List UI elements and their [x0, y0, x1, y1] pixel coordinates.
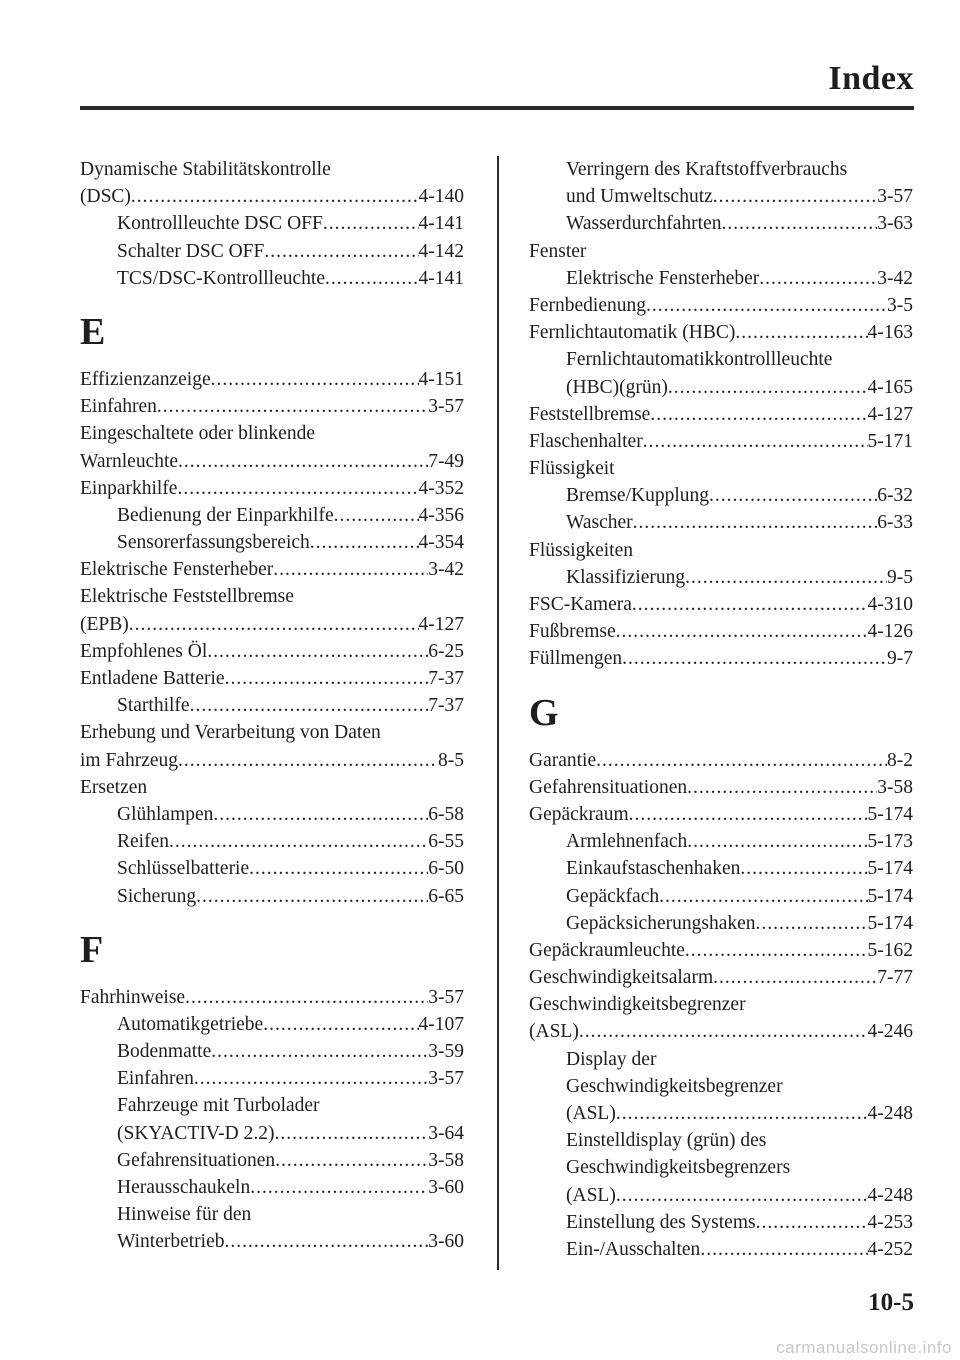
index-entry [80, 1038, 464, 1065]
entry-page-ref: 3-63 [877, 213, 913, 235]
entry-label: Einkaufstaschenhaken [566, 858, 741, 880]
index-entry [80, 692, 464, 719]
watermark: carmanualsonline.info [776, 1338, 952, 1357]
entry-label: Gepäckfach [566, 885, 660, 907]
index-entry [529, 1182, 913, 1209]
entry-label: Gepäckraumleuchte [529, 939, 685, 961]
index-entry [80, 611, 464, 638]
index-heading [80, 774, 464, 801]
entry-page-ref: 4-253 [867, 1211, 913, 1233]
entry-label: im Fahrzeug [80, 749, 179, 771]
entry-label: Gepäckraum [529, 803, 629, 825]
entry-label: Display der [566, 1048, 657, 1070]
index-entry [529, 801, 913, 828]
dot-leader [185, 984, 428, 1011]
dot-leader [334, 502, 419, 529]
dot-leader [713, 964, 877, 991]
entry-page-ref: 3-57 [428, 396, 464, 418]
entry-label: Schalter DSC OFF [117, 240, 265, 262]
index-heading [80, 420, 464, 447]
entry-page-ref: 3-60 [428, 1231, 464, 1253]
entry-label: Einfahren [80, 396, 157, 418]
entry-page-ref: 3-64 [428, 1122, 464, 1144]
entry-page-ref: 3-57 [877, 186, 913, 208]
entry-page-ref: 5-174 [867, 858, 913, 880]
dot-leader [629, 801, 868, 828]
entry-page-ref: 4-248 [867, 1103, 913, 1124]
column-divider [497, 156, 499, 1270]
dot-leader [643, 428, 868, 455]
entry-page-ref: 3-60 [428, 1177, 464, 1198]
dot-leader [207, 638, 428, 665]
index-entry [529, 210, 913, 237]
dot-leader [632, 591, 868, 618]
entry-label: Fußbremse [529, 621, 616, 643]
entry-label: Empfohlenes Öl [80, 640, 208, 662]
entry-label: Kontrollleuchte DSC OFF [117, 213, 323, 235]
entry-page-ref: 3-59 [428, 1041, 464, 1063]
dot-leader [273, 556, 428, 583]
entry-label: Flaschenhalter [529, 430, 643, 452]
index-entry [529, 319, 913, 346]
index-entry [80, 1065, 464, 1092]
dot-leader [211, 366, 419, 393]
index-letter-heading: F [80, 928, 104, 971]
index-heading [529, 991, 913, 1018]
index-entry [529, 964, 913, 991]
index-entry [80, 828, 464, 855]
index-entry [80, 529, 464, 556]
index-entry [80, 448, 464, 475]
index-entry [529, 1209, 913, 1236]
entry-label: (ASL) [566, 1103, 616, 1124]
index-entry [529, 774, 913, 801]
entry-page-ref: 4-310 [867, 594, 913, 615]
entry-label: Herausschaukeln [117, 1177, 251, 1198]
dot-leader [274, 1120, 428, 1147]
header-rule [80, 106, 914, 110]
index-entry [529, 910, 913, 937]
dot-leader [646, 292, 887, 319]
dot-leader [131, 183, 419, 210]
dot-leader [325, 265, 419, 292]
entry-page-ref: 5-174 [867, 885, 913, 907]
dot-leader [622, 645, 887, 672]
index-heading [529, 1073, 913, 1100]
index-entry [529, 428, 913, 455]
dot-leader [721, 210, 877, 237]
index-entry [80, 984, 464, 1011]
index-entry [80, 210, 464, 237]
entry-label: und Umweltschutz [566, 186, 713, 208]
entry-label: Sicherung [117, 885, 197, 907]
dot-leader [685, 937, 868, 964]
entry-label: Automatikgetriebe [117, 1013, 264, 1035]
index-entry [80, 393, 464, 420]
index-heading [80, 583, 464, 610]
index-heading [529, 1046, 913, 1073]
entry-page-ref: 7-77 [877, 967, 913, 989]
index-entry [80, 265, 464, 292]
entry-label: Sensorerfassungsbereich [117, 532, 310, 554]
index-entry [529, 855, 913, 882]
entry-label: Ein-/Ausschalten [566, 1238, 701, 1260]
entry-label: Flüssigkeit [529, 458, 615, 480]
index-entry [529, 564, 913, 591]
dot-leader [735, 319, 867, 346]
dot-leader [250, 1174, 428, 1201]
entry-page-ref: 5-171 [867, 430, 913, 452]
index-entry [80, 801, 464, 828]
index-column-right [529, 156, 913, 1263]
entry-page-ref: 8-5 [438, 749, 464, 771]
index-heading [529, 156, 913, 183]
entry-label: Geschwindigkeitsbegrenzer [566, 1075, 783, 1097]
entry-label: Bodenmatte [117, 1041, 212, 1063]
entry-page-ref: 9-7 [887, 648, 913, 670]
entry-page-ref: 4-163 [867, 322, 913, 344]
entry-label: Elektrische Fensterheber [80, 559, 274, 581]
dot-leader [178, 747, 438, 774]
entry-page-ref: 4-246 [867, 1021, 913, 1043]
entry-page-ref: 6-58 [428, 803, 464, 825]
dot-leader [194, 1065, 428, 1092]
index-entry [529, 374, 913, 401]
entry-page-ref: 3-5 [887, 294, 913, 316]
index-heading [529, 1127, 913, 1154]
entry-label: Gefahrensituationen [117, 1149, 276, 1171]
entry-page-ref: 4-127 [867, 403, 913, 425]
dot-leader [211, 1038, 428, 1065]
dot-leader [633, 509, 878, 536]
entry-label: Glühlampen [117, 803, 214, 825]
entry-label: Warnleuchte [80, 450, 179, 472]
entry-label: Eingeschaltete oder blinkende [80, 423, 315, 445]
entry-page-ref: 4-127 [418, 613, 464, 635]
entry-page-ref: 5-162 [867, 939, 913, 961]
dot-leader [756, 1209, 868, 1236]
entry-label: Einfahren [117, 1068, 194, 1090]
dot-leader [616, 1182, 868, 1209]
index-entry [80, 502, 464, 529]
dot-leader [323, 210, 419, 237]
entry-label: Dynamische Stabilitätskontrolle [80, 159, 331, 180]
entry-page-ref: 4-252 [867, 1238, 913, 1260]
dot-leader [190, 692, 429, 719]
entry-label: Wasserdurchfahrten [566, 213, 722, 235]
entry-page-ref: 6-65 [428, 885, 464, 907]
index-heading [529, 1154, 913, 1181]
entry-label: Erhebung und Verarbeitung von Daten [80, 722, 381, 744]
entry-label: (DSC) [80, 186, 131, 208]
entry-page-ref: 4-142 [418, 240, 464, 262]
entry-page-ref: 6-55 [428, 831, 464, 853]
index-entry [529, 618, 913, 645]
entry-label: Armlehnenfach [566, 831, 688, 853]
index-entry [529, 747, 913, 774]
entry-label: Geschwindigkeitsbegrenzer [529, 994, 746, 1016]
index-entry [529, 828, 913, 855]
dot-leader [213, 801, 428, 828]
entry-label: Geschwindigkeitsalarm [529, 967, 714, 989]
dot-leader [263, 1011, 418, 1038]
index-letter-heading: G [529, 691, 559, 734]
entry-label: Klassifizierung [566, 566, 686, 588]
index-entry [80, 665, 464, 692]
index-entry [529, 1018, 913, 1045]
entry-page-ref: 4-352 [418, 477, 464, 499]
index-heading [529, 537, 913, 564]
entry-page-ref: 4-248 [867, 1184, 913, 1206]
entry-label: Garantie [529, 749, 597, 771]
entry-label: Elektrische Fensterheber [566, 267, 760, 289]
entry-label: Verringern des Kraftstoffverbrauchs [566, 159, 848, 180]
entry-page-ref: 7-37 [428, 695, 464, 717]
entry-page-ref: 7-49 [428, 450, 464, 472]
entry-label: Elektrische Feststellbremse [80, 586, 294, 608]
entry-label: Einstelldisplay (grün) des [566, 1130, 767, 1152]
entry-label: Gefahrensituationen [529, 776, 688, 798]
entry-label: (HBC)(grün) [566, 376, 668, 398]
entry-page-ref: 4-165 [867, 376, 913, 398]
entry-label: (ASL) [529, 1021, 579, 1043]
entry-label: Schlüsselbatterie [117, 858, 250, 880]
index-heading [80, 1201, 464, 1228]
entry-page-ref: 4-141 [418, 267, 464, 289]
index-heading [80, 719, 464, 746]
dot-leader [616, 618, 868, 645]
index-entry [529, 509, 913, 536]
entry-label: Fernbedienung [529, 294, 646, 316]
dot-leader [196, 883, 428, 910]
index-letter-heading: E [80, 310, 106, 353]
dot-leader [225, 1228, 429, 1255]
index-entry [529, 883, 913, 910]
index-heading [80, 1092, 464, 1119]
dot-leader [157, 393, 428, 420]
index-entry [529, 1100, 913, 1127]
dot-leader [685, 564, 887, 591]
dot-leader [659, 883, 867, 910]
index-entry [529, 1236, 913, 1263]
entry-page-ref: 5-173 [867, 831, 913, 853]
entry-label: Flüssigkeiten [529, 539, 634, 561]
index-entry [80, 855, 464, 882]
entry-page-ref: 4-140 [418, 186, 464, 208]
dot-leader [177, 475, 418, 502]
entry-label: Bedienung der Einparkhilfe [117, 504, 334, 526]
dot-leader [264, 238, 418, 265]
entry-label: (SKYACTIV-D 2.2) [117, 1122, 275, 1144]
entry-label: (ASL) [566, 1184, 616, 1206]
dot-leader [225, 665, 429, 692]
index-entry [80, 883, 464, 910]
entry-label: Fernlichtautomatikkontrollleuchte [566, 349, 833, 371]
index-entry [529, 645, 913, 672]
index-entry [529, 183, 913, 210]
dot-leader [700, 1236, 867, 1263]
entry-label: Fenster [529, 240, 587, 262]
entry-page-ref: 8-2 [887, 749, 913, 771]
dot-leader [596, 747, 887, 774]
index-entry [80, 475, 464, 502]
dot-leader [687, 774, 877, 801]
entry-page-ref: 4-141 [418, 213, 464, 235]
dot-leader [650, 401, 867, 428]
index-entry [529, 591, 913, 618]
entry-label: Bremse/Kupplung [566, 485, 709, 507]
entry-page-ref: 3-42 [877, 267, 913, 289]
entry-page-ref: 6-25 [428, 640, 464, 662]
dot-leader [129, 611, 419, 638]
entry-label: Hinweise für den [117, 1204, 252, 1226]
entry-label: Fernlichtautomatik (HBC) [529, 322, 736, 344]
entry-label: TCS/DSC-Kontrollleuchte [117, 267, 325, 289]
index-entry [529, 401, 913, 428]
dot-leader [275, 1147, 428, 1174]
entry-label: Füllmengen [529, 648, 623, 670]
dot-leader [310, 529, 419, 556]
dot-leader [740, 855, 867, 882]
entry-label: Feststellbremse [529, 403, 651, 425]
index-entry [80, 1120, 464, 1147]
dot-leader [249, 855, 428, 882]
page-number: 10-5 [868, 1289, 914, 1316]
entry-label: Fahrzeuge mit Turbolader [117, 1095, 320, 1117]
index-heading [529, 455, 913, 482]
index-entry [80, 556, 464, 583]
index-column-left [80, 156, 464, 1256]
entry-page-ref: 3-42 [428, 559, 464, 581]
entry-page-ref: 3-58 [428, 1149, 464, 1171]
entry-page-ref: 5-174 [867, 912, 913, 934]
entry-page-ref: 6-50 [428, 858, 464, 880]
entry-page-ref: 6-33 [877, 512, 913, 534]
dot-leader [759, 265, 877, 292]
entry-page-ref: 7-37 [428, 668, 464, 689]
entry-page-ref: 3-58 [877, 776, 913, 798]
entry-page-ref: 5-174 [867, 803, 913, 825]
dot-leader [178, 448, 428, 475]
entry-page-ref: 6-32 [877, 485, 913, 507]
entry-label: Entladene Batterie [80, 668, 225, 689]
index-entry [80, 183, 464, 210]
index-entry [529, 937, 913, 964]
entry-page-ref: 3-57 [428, 1068, 464, 1090]
index-entry [80, 1147, 464, 1174]
dot-leader [169, 828, 428, 855]
dot-leader [579, 1018, 868, 1045]
index-entry [80, 238, 464, 265]
index-entry [80, 1174, 464, 1201]
index-heading [529, 346, 913, 373]
dot-leader [756, 910, 868, 937]
index-entry [529, 482, 913, 509]
entry-label: Fahrhinweise [80, 986, 186, 1008]
index-entry [80, 366, 464, 393]
entry-label: Ersetzen [80, 776, 148, 798]
index-heading [80, 156, 464, 183]
index-entry [529, 265, 913, 292]
entry-label: Reifen [117, 831, 169, 853]
dot-leader [668, 374, 868, 401]
index-heading [529, 238, 913, 265]
page-title: Index [828, 60, 914, 97]
dot-leader [709, 482, 877, 509]
entry-page-ref: 4-126 [867, 621, 913, 643]
entry-page-ref: 9-5 [887, 566, 913, 588]
index-entry [80, 1228, 464, 1255]
entry-label: FSC-Kamera [529, 594, 632, 615]
dot-leader [713, 183, 877, 210]
entry-label: Effizienzanzeige [80, 368, 211, 390]
entry-page-ref: 4-356 [418, 504, 464, 526]
entry-page-ref: 4-107 [418, 1013, 464, 1035]
index-entry [80, 747, 464, 774]
entry-page-ref: 4-151 [418, 368, 464, 390]
entry-page-ref: 3-57 [428, 986, 464, 1008]
entry-label: Einstellung des Systems [566, 1211, 756, 1233]
entry-label: Geschwindigkeitsbegrenzers [566, 1157, 791, 1179]
entry-label: Winterbetrieb [117, 1231, 225, 1253]
index-entry [80, 1011, 464, 1038]
entry-label: Einparkhilfe [80, 477, 178, 499]
index-entry [80, 638, 464, 665]
entry-label: Wascher [566, 512, 633, 534]
index-entry [529, 292, 913, 319]
entry-label: Starthilfe [117, 695, 190, 717]
entry-label: (EPB) [80, 613, 129, 635]
dot-leader [616, 1100, 868, 1127]
dot-leader [687, 828, 867, 855]
entry-page-ref: 4-354 [418, 532, 464, 554]
entry-label: Gepäcksicherungshaken [566, 912, 756, 934]
